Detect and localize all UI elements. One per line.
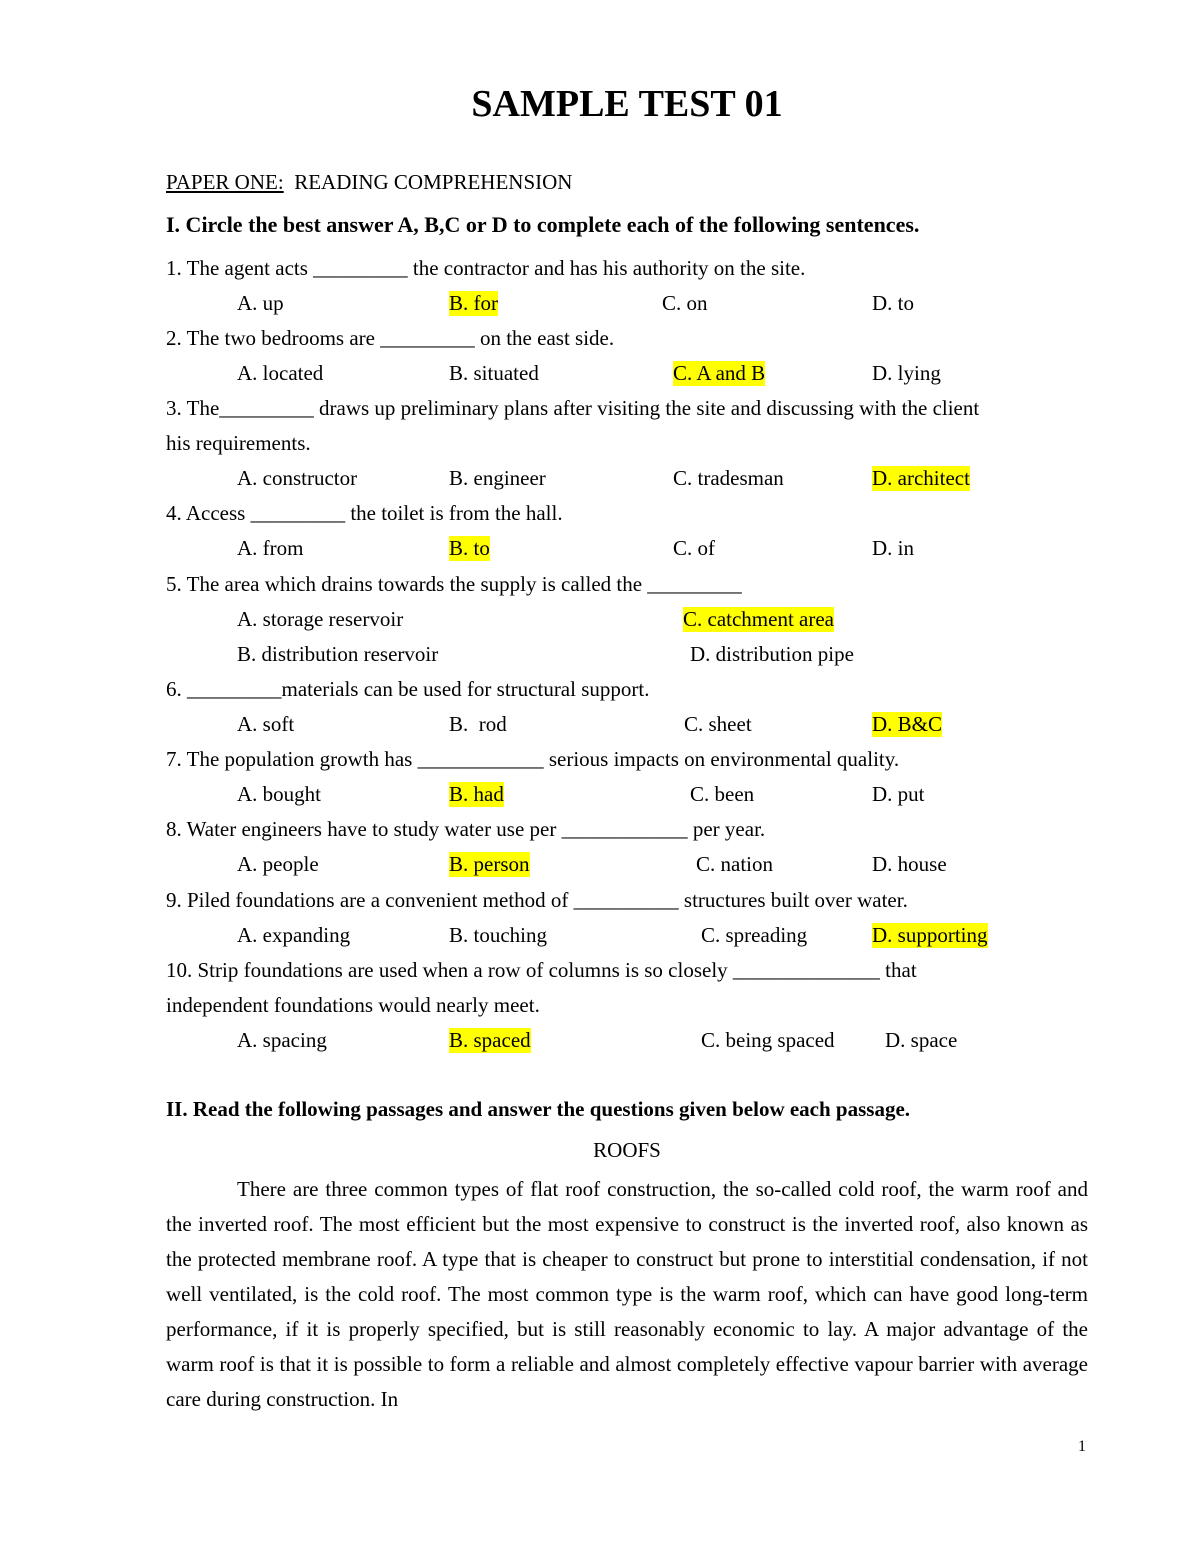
option-1c: C. on <box>662 291 708 315</box>
question-9: 9. Piled foundations are a convenient method of __________ structures built over water. <box>166 888 908 912</box>
option-3d-answer: D. architect <box>872 466 970 490</box>
question-4: 4. Access _________ the toilet is from the hall. <box>166 501 563 525</box>
option-6c: C. sheet <box>684 712 752 736</box>
option-6d-answer: D. B&C <box>872 712 943 736</box>
option-1a: A. up <box>237 291 284 315</box>
option-9b: B. touching <box>449 923 547 947</box>
option-7c: C. been <box>690 782 755 806</box>
question-2: 2. The two bedrooms are _________ on the east side. <box>166 326 615 350</box>
option-8a: A. people <box>237 852 319 876</box>
option-5b: B. distribution reservoir <box>237 642 439 666</box>
option-8b-answer: B. person <box>449 852 530 876</box>
question-3: 3. The_________ draws up preliminary plans after visiting the site and discussing with the client <box>166 396 980 420</box>
option-1b-answer: B. for <box>449 291 498 315</box>
option-2a: A. located <box>237 361 324 385</box>
option-2c-answer: C. A and B <box>673 361 766 385</box>
option-3b: B. engineer <box>449 466 546 490</box>
option-7a: A. bought <box>237 782 321 806</box>
option-9d-answer: D. supporting <box>872 923 988 947</box>
page-title: SAMPLE TEST 01 <box>471 83 783 125</box>
paper-label: PAPER ONE: <box>166 170 284 194</box>
paper-heading <box>166 170 572 195</box>
option-6b: B. rod <box>449 712 507 736</box>
option-3c: C. tradesman <box>673 466 784 490</box>
option-9c: C. spreading <box>701 923 808 947</box>
option-1d: D. to <box>872 291 914 315</box>
option-8d: D. house <box>872 852 947 876</box>
section2-instruction: II. Read the following passages and answer the questions given below each passage. <box>166 1097 911 1121</box>
question-5: 5. The area which drains towards the supply is called the _________ <box>166 572 742 596</box>
option-3a: A. constructor <box>237 466 358 490</box>
option-6a: A. soft <box>237 712 295 736</box>
option-8c: C. nation <box>696 852 773 876</box>
option-4c: C. of <box>673 536 715 560</box>
option-10a: A. spacing <box>237 1028 327 1052</box>
option-7b-answer: B. had <box>449 782 504 806</box>
question-8: 8. Water engineers have to study water use per ____________ per year. <box>166 817 766 841</box>
option-4a: A. from <box>237 536 304 560</box>
question-1: 1. The agent acts _________ the contractor and has his authority on the site. <box>166 256 806 280</box>
question-10: 10. Strip foundations are used when a row of columns is so closely ______________ that <box>166 958 917 982</box>
option-7d: D. put <box>872 782 925 806</box>
question-7: 7. The population growth has ____________ serious impacts on environmental quality. <box>166 747 900 771</box>
passage-title: ROOFS <box>593 1138 661 1162</box>
question-10-continued: independent foundations would nearly meet. <box>166 993 540 1017</box>
option-10c: C. being spaced <box>701 1028 835 1052</box>
question-6: 6. _________materials can be used for structural support. <box>166 677 650 701</box>
page-number: 1 <box>1078 1438 1086 1455</box>
option-10d: D. space <box>885 1028 958 1052</box>
option-5c-answer: C. catchment area <box>683 607 834 631</box>
option-2b: B. situated <box>449 361 539 385</box>
option-4b-answer: B. to <box>449 536 490 560</box>
option-2d: D. lying <box>872 361 941 385</box>
option-5a: A. storage reservoir <box>237 607 404 631</box>
passage-text: There are three common types of flat roof construction, the so-called cold roof, the warm roof and the inverted roof. The most efficient but the most expensive to construct is the inverted roof, also known as the protected membrane roof. A type that is cheaper to construct but prone to interstitial condensation, if not well ventilated, is the cold roof. The most common type is the warm roof, which can have good long-term performance, if it is properly specified, but is still reasonably economic to lay. A major advantage of the warm roof is that it is possible to form a reliable and almost completely effective vapour barrier with average care during construction. In <box>166 1177 1088 1411</box>
option-10b-answer: B. spaced <box>449 1028 531 1052</box>
option-4d: D. in <box>872 536 914 560</box>
paper-name: READING COMPREHENSION <box>294 170 573 194</box>
question-3-continued: his requirements. <box>166 431 311 455</box>
option-9a: A. expanding <box>237 923 351 947</box>
section1-instruction: I. Circle the best answer A, B,C or D to complete each of the following sentences. <box>166 212 920 237</box>
option-5d: D. distribution pipe <box>690 642 854 666</box>
